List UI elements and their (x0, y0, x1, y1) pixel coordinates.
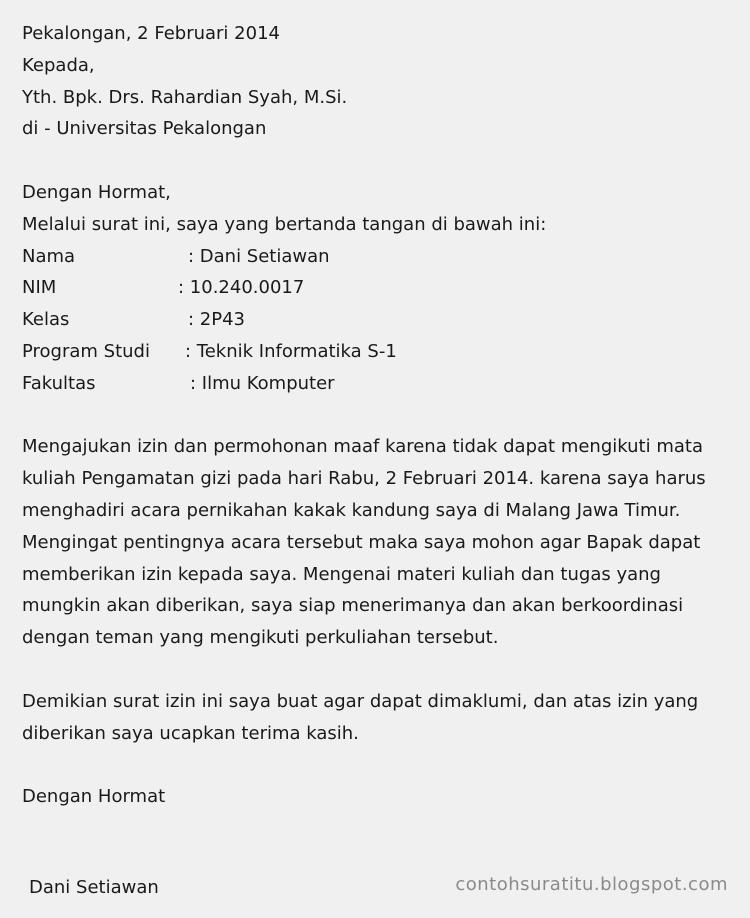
paragraph-line: menghadiri acara pernikahan kakak kandung saya di Malang Jawa Timur. (22, 499, 681, 521)
identity-row-name (22, 241, 737, 273)
paragraph-line: Mengingat pentingnya acara tersebut maka saya mohon agar Bapak dapat (22, 531, 701, 553)
identity-value: : Teknik Informatika S-1 (185, 340, 397, 362)
paragraph-line: memberikan izin kepada saya. Mengenai materi kuliah dan tugas yang (22, 563, 661, 585)
spacer (22, 145, 737, 177)
paragraph-line: Mengajukan izin dan permohonan maaf karena tidak dapat mengikuti mata (22, 436, 703, 458)
closing-salutation: Dengan Hormat (22, 786, 166, 808)
identity-label: Program Studi (22, 340, 150, 362)
identity-value: : 10.240.0017 (178, 277, 305, 299)
body-paragraph-2 (22, 686, 737, 750)
letter (22, 18, 737, 813)
watermark-text: contohsuratitu.blogspot.com (455, 874, 728, 895)
identity-row-fakultas (22, 368, 737, 400)
paragraph-line: mungkin akan diberikan, saya siap menerimanya dan akan berkoordinasi (22, 595, 684, 617)
identity-row-nim (22, 272, 737, 304)
identity-label: Kelas (22, 309, 70, 331)
body-paragraph-1 (22, 431, 737, 654)
intro-text: Melalui surat ini, saya yang bertanda tangan di bawah ini: (22, 213, 547, 235)
identity-value: : Ilmu Komputer (190, 372, 335, 394)
opening-salutation: Dengan Hormat, (22, 181, 171, 203)
identity-label: NIM (22, 277, 57, 299)
identity-value: : Dani Setiawan (188, 245, 330, 267)
identity-label: Nama (22, 245, 76, 267)
signer-name: Dani Setiawan (29, 877, 159, 898)
paragraph-line: Demikian surat izin ini saya buat agar dapat dimaklumi, dan atas izin yang (22, 690, 699, 712)
spacer (22, 654, 737, 686)
recipient-name: Yth. Bpk. Drs. Rahardian Syah, M.Si. (22, 86, 348, 108)
identity-row-kelas (22, 304, 737, 336)
recipient-place: di - Universitas Pekalongan (22, 118, 267, 140)
paragraph-line: diberikan saya ucapkan terima kasih. (22, 722, 359, 744)
identity-block (22, 241, 737, 400)
spacer (22, 400, 737, 432)
identity-value: : 2P43 (188, 309, 245, 331)
paragraph-line: dengan teman yang mengikuti perkuliahan tersebut. (22, 627, 499, 649)
to-label: Kepada, (22, 54, 95, 76)
place-date: Pekalongan, 2 Februari 2014 (22, 23, 280, 44)
paragraph-line: kuliah Pengamatan gizi pada hari Rabu, 2 Februari 2014. karena saya harus (22, 468, 706, 490)
identity-label: Fakultas (22, 372, 96, 394)
spacer (22, 749, 737, 781)
identity-row-program-studi (22, 336, 737, 368)
